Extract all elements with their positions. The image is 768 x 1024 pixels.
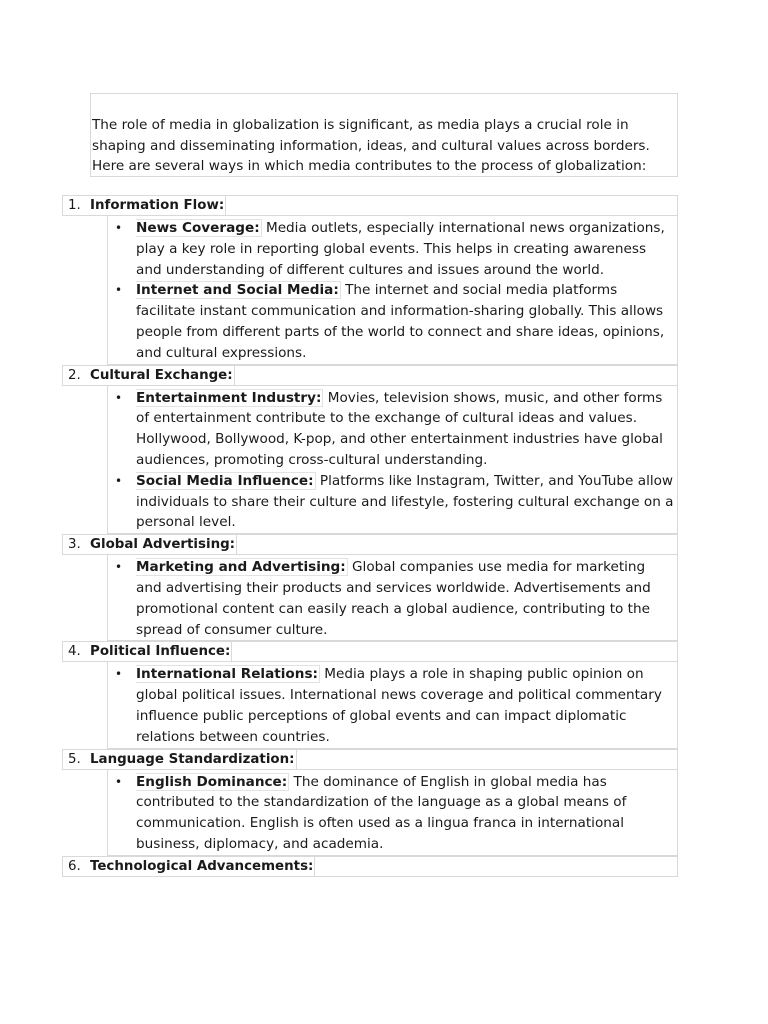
section-number: 1.: [68, 198, 81, 213]
section-number: 5.: [68, 751, 81, 767]
section-title: Global Advertising:: [90, 535, 237, 555]
bullet-icon: •: [115, 390, 123, 405]
section-title: Information Flow:: [90, 196, 226, 216]
bullet-list: [107, 555, 678, 641]
section-number: 2.: [68, 367, 81, 383]
bullet-list: [107, 216, 678, 365]
item-text: Media outlets, especially international news organizations, play a key role in reporting global events. This helps in creating awareness and understanding of different cultures and issues around the world.: [136, 220, 665, 278]
section-number: 3.: [68, 537, 81, 553]
bullet-list: [107, 770, 678, 856]
section-title: Language Standardization:: [90, 750, 297, 770]
list-item: [108, 471, 675, 533]
section-heading: [62, 195, 678, 216]
list-section: [62, 749, 678, 856]
item-text: The dominance of English in global media has contributed to the standardization of the language as a global means of communication. English is often used as a lingua franca in international business, diplomacy, and academia.: [136, 773, 627, 852]
list-item: [108, 388, 675, 471]
item-term: Entertainment Industry:: [136, 389, 322, 406]
bullet-list: [107, 662, 678, 748]
item-text: Movies, television shows, music, and other forms of entertainment contribute to the exchange of cultural ideas and values. Hollywood, Bollywood, K-pop, and other entertainment industries have global audiences, promoting cross-cultural understanding.: [136, 389, 663, 468]
item-text: Platforms like Instagram, Twitter, and YouTube allow individuals to share their culture and lifestyle, fostering cultural exchange on a personal level.: [136, 472, 674, 531]
bullet-list: [107, 386, 678, 535]
item-term: Marketing and Advertising:: [136, 559, 346, 576]
item-term: Social Media Influence:: [136, 472, 314, 489]
list-item: [108, 218, 675, 280]
item-text: Global companies use media for marketing and advertising their products and services worldwide. Advertisements and promotional content can easily reach a global audience, contributing to the spread of consumer culture.: [136, 559, 651, 638]
bullet-icon: •: [115, 667, 123, 682]
item-text: Media plays a role in shaping public opinion on global political issues. International news coverage and political commentary influence public perceptions of global events and can impact diplomatic relations between countries.: [136, 666, 662, 745]
list-item: [108, 557, 675, 640]
list-section: [62, 856, 678, 877]
bullet-icon: •: [115, 221, 123, 235]
section-heading: [62, 856, 678, 877]
list-section: [62, 195, 678, 365]
bullet-icon: •: [115, 560, 123, 575]
bullet-icon: •: [115, 283, 123, 298]
item-term: Internet and Social Media:: [136, 282, 339, 299]
intro-paragraph: The role of media in globalization is significant, as media plays a crucial role in shaping and disseminating information, ideas, and cultural values across borders. Here are several ways in which media contributes to the process of globalization:: [90, 93, 678, 177]
list-section: [62, 534, 678, 641]
section-heading: [62, 365, 678, 386]
section-heading: [62, 641, 678, 662]
list-section: [62, 365, 678, 535]
list-section: [62, 641, 678, 748]
item-text: The internet and social media platforms facilitate instant communication and information-sharing globally. This allows people from different parts of the world to connect and share ideas, opinions, and cultural expressions.: [136, 282, 665, 361]
list-item: [108, 772, 675, 855]
list-item: [108, 280, 675, 363]
section-title: Cultural Exchange:: [90, 366, 235, 386]
numbered-list: [62, 195, 678, 877]
bullet-icon: •: [115, 473, 123, 488]
section-title: Political Influence:: [90, 642, 232, 662]
section-heading: [62, 749, 678, 770]
section-heading: [62, 534, 678, 555]
section-number: 4.: [68, 644, 81, 660]
list-item: [108, 664, 675, 747]
section-title: Technological Advancements:: [90, 857, 315, 877]
item-term: International Relations:: [136, 666, 318, 683]
bullet-icon: •: [115, 774, 123, 789]
item-term: News Coverage:: [136, 220, 260, 236]
section-number: 6.: [68, 858, 81, 874]
item-term: English Dominance:: [136, 773, 288, 790]
